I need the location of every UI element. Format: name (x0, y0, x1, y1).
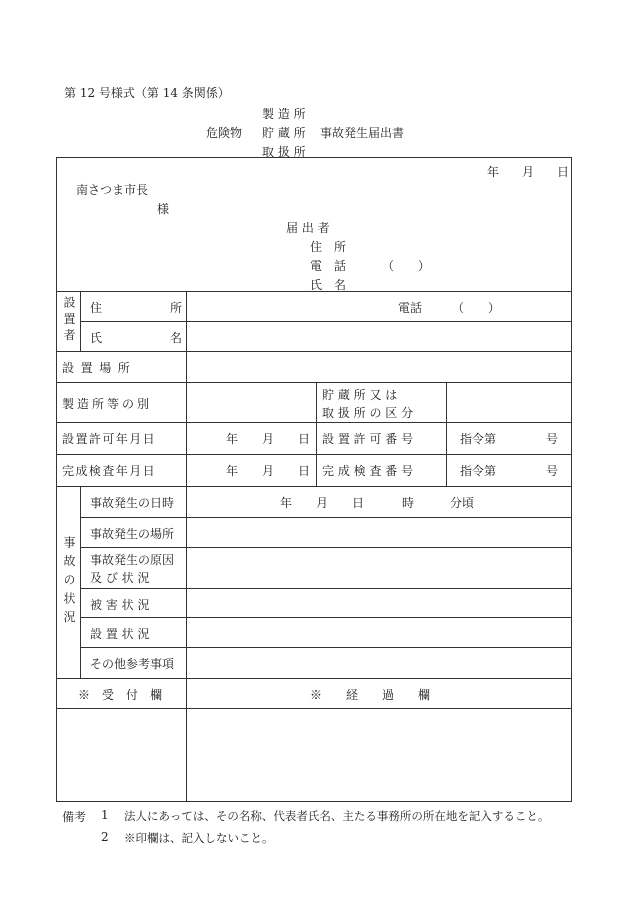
inspection-date-label: 完成検査年月日 (62, 464, 157, 478)
date-day: 日 (557, 165, 570, 179)
installer-group-label: 設置者 (62, 296, 76, 345)
accident-other-label: その他参考事項 (90, 657, 175, 671)
accident-day: 日 (352, 496, 365, 510)
note-2-number: 2 (101, 830, 109, 844)
permit-month: 月 (262, 432, 275, 446)
inspection-order-suffix: 号 (546, 464, 559, 478)
accident-setup-label: 設 置 状 況 (90, 627, 150, 641)
divider (80, 321, 572, 322)
note-1-text: 法人にあっては、その名称、代表者氏名、主たる事務所の所在地を記入すること。 (124, 809, 550, 823)
permit-order-suffix: 号 (546, 432, 559, 446)
title-suffix: 事故発生届出書 (320, 126, 405, 140)
accident-group-label: 事故の状況 (62, 536, 76, 629)
note-1-number: 1 (101, 808, 109, 822)
installer-phone-label: 電話 (398, 301, 423, 315)
accident-hour: 時 (402, 496, 415, 510)
permit-number-label: 設 置 許 可 番 号 (322, 432, 414, 446)
accident-cause-label-2: 及 び 状 況 (90, 571, 150, 585)
accident-cause-label-1: 事故発生の原因 (90, 553, 175, 567)
installer-name-label-1: 氏 (90, 331, 103, 345)
addressee: 南さつま市長 (76, 183, 149, 197)
date-month: 月 (522, 165, 535, 179)
notifier-phone-label: 電 話 (310, 259, 347, 273)
accident-month: 月 (316, 496, 329, 510)
inspection-day: 日 (298, 464, 311, 478)
reception-label: ※ 受 付 欄 (78, 688, 163, 702)
progress-label: ※ 経 過 欄 (310, 688, 431, 702)
divider (80, 588, 572, 589)
installer-phone-parens: （ ） (452, 301, 501, 315)
permit-year: 年 (226, 432, 239, 446)
divider (80, 486, 81, 678)
storage-class-label-2: 取 扱 所 の 区 分 (322, 406, 414, 420)
installer-address-label-1: 住 (90, 301, 103, 315)
divider (316, 382, 317, 486)
divider (56, 708, 572, 709)
facility-type-label: 製造所等の別 (62, 397, 153, 411)
divider (56, 486, 572, 487)
inspection-number-label: 完 成 検 査 番 号 (322, 464, 414, 478)
permit-day: 日 (298, 432, 311, 446)
divider (56, 351, 572, 352)
divider (56, 678, 572, 679)
date-year: 年 (487, 165, 500, 179)
divider (80, 547, 572, 548)
permit-order-prefix: 指令第 (460, 432, 497, 446)
location-label: 設置場所 (62, 361, 137, 375)
divider (56, 422, 572, 423)
notifier-name-label: 氏 名 (310, 278, 347, 292)
accident-minute: 分頃 (450, 496, 475, 510)
permit-date-label: 設置許可年月日 (62, 432, 157, 446)
divider (80, 517, 572, 518)
notifier-address-label: 住 所 (310, 240, 347, 254)
accident-place-label: 事故発生の場所 (90, 527, 175, 541)
title-prefix: 危険物 (206, 126, 243, 140)
inspection-order-prefix: 指令第 (460, 464, 497, 478)
notifier-phone-parens: （ ） (382, 259, 431, 273)
notes-label: 備考 (62, 810, 87, 824)
honorific: 様 (157, 202, 170, 216)
divider (446, 382, 447, 486)
divider (80, 291, 81, 351)
installer-address-label-2: 所 (170, 301, 183, 315)
divider (56, 382, 572, 383)
title-facility-handling: 取 扱 所 (262, 145, 306, 159)
accident-year: 年 (280, 496, 293, 510)
divider (80, 617, 572, 618)
storage-class-label-1: 貯 蔵 所 又 は (322, 388, 398, 402)
inspection-month: 月 (262, 464, 275, 478)
form-number: 第 12 号様式（第 14 条関係） (64, 86, 230, 100)
title-facility-storage: 貯 蔵 所 (262, 126, 306, 140)
accident-damage-label: 被 害 状 況 (90, 598, 150, 612)
note-2-text: ※印欄は、記入しないこと。 (124, 831, 274, 845)
installer-name-label-2: 名 (170, 331, 183, 345)
accident-datetime-label: 事故発生の日時 (90, 496, 175, 510)
title-facility-manufacture: 製 造 所 (262, 107, 306, 121)
divider (56, 454, 572, 455)
notifier-label: 届 出 者 (286, 221, 330, 235)
divider (80, 647, 572, 648)
inspection-year: 年 (226, 464, 239, 478)
divider (186, 291, 187, 802)
